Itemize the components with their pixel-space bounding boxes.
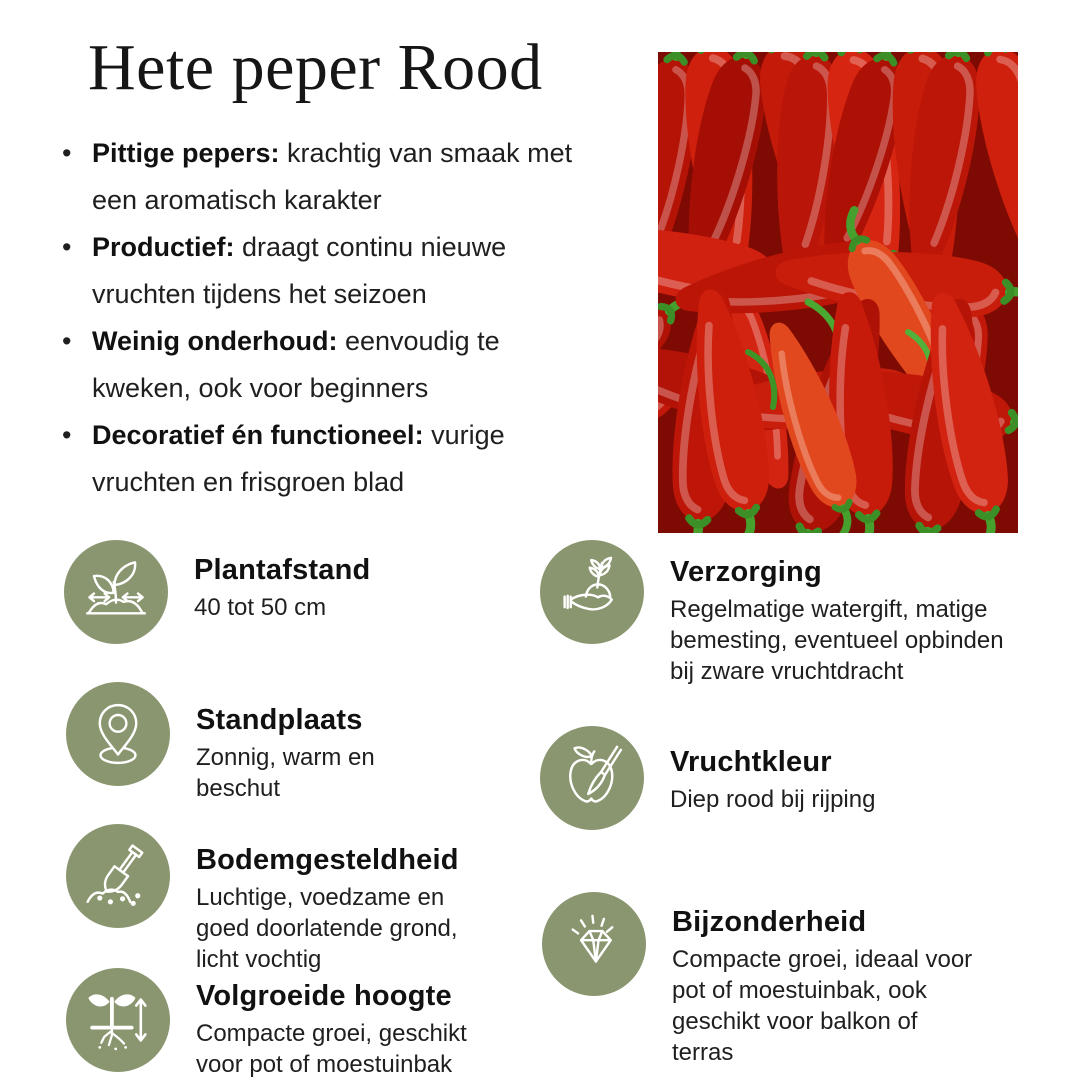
feature-vruchtkleur bbox=[540, 726, 1000, 830]
feature-title: Bijzonderheid bbox=[672, 906, 867, 938]
feature-title: Plantafstand bbox=[194, 554, 371, 586]
feature-standplaats bbox=[66, 682, 396, 804]
feature-verzorging bbox=[540, 540, 1030, 687]
feature-title: Vruchtkleur bbox=[670, 746, 832, 778]
feature-description: Compacte groei, ideaal voor pot of moestuinbak, ook geschikt voor balkon of terras bbox=[672, 946, 973, 1066]
feature-title: Standplaats bbox=[196, 704, 363, 736]
feature-volgroeide-hoogte bbox=[66, 968, 496, 1080]
plant-height-icon bbox=[66, 968, 170, 1072]
list-item: • Decoratief én functioneel: vurige vruchten en frisgroen blad bbox=[60, 412, 585, 506]
pepper-photo bbox=[658, 52, 1018, 533]
feature-description: Luchtige, voedzame en goed doorlatende grond, licht vochtig bbox=[196, 884, 458, 973]
location-pin-icon bbox=[66, 682, 170, 786]
feature-title: Verzorging bbox=[670, 556, 822, 588]
list-item: • Productief: draagt continu nieuwe vruchten tijdens het seizoen bbox=[60, 224, 585, 318]
feature-title: Bodemgesteldheid bbox=[196, 844, 459, 876]
hand-plant-icon bbox=[540, 540, 644, 644]
fruit-color-icon bbox=[540, 726, 644, 830]
feature-bodemgesteldheid bbox=[66, 824, 481, 975]
feature-description: Regelmatige watergift, matige bemesting, eventueel opbinden bij zware vruchtdracht bbox=[670, 596, 1004, 685]
feature-description: 40 tot 50 cm bbox=[194, 594, 327, 621]
feature-plantafstand bbox=[64, 540, 494, 644]
feature-description: Zonnig, warm en beschut bbox=[196, 744, 375, 802]
list-item: • Weinig onderhoud: eenvoudig te kweken, ook voor beginners bbox=[60, 318, 585, 412]
feature-bijzonderheid bbox=[542, 892, 980, 1068]
diamond-icon bbox=[542, 892, 646, 996]
feature-description: Compacte groei, geschikt voor pot of moestuinbak bbox=[196, 1020, 467, 1078]
page-title: Hete peper Rood bbox=[88, 31, 543, 104]
feature-description: Diep rood bij rijping bbox=[670, 786, 876, 813]
plant-spacing-icon bbox=[64, 540, 168, 644]
feature-title: Volgroeide hoogte bbox=[196, 980, 452, 1012]
highlights-list bbox=[60, 130, 585, 506]
list-item: • Pittige pepers: krachtig van smaak met een aromatisch karakter bbox=[60, 130, 585, 224]
soil-shovel-icon bbox=[66, 824, 170, 928]
